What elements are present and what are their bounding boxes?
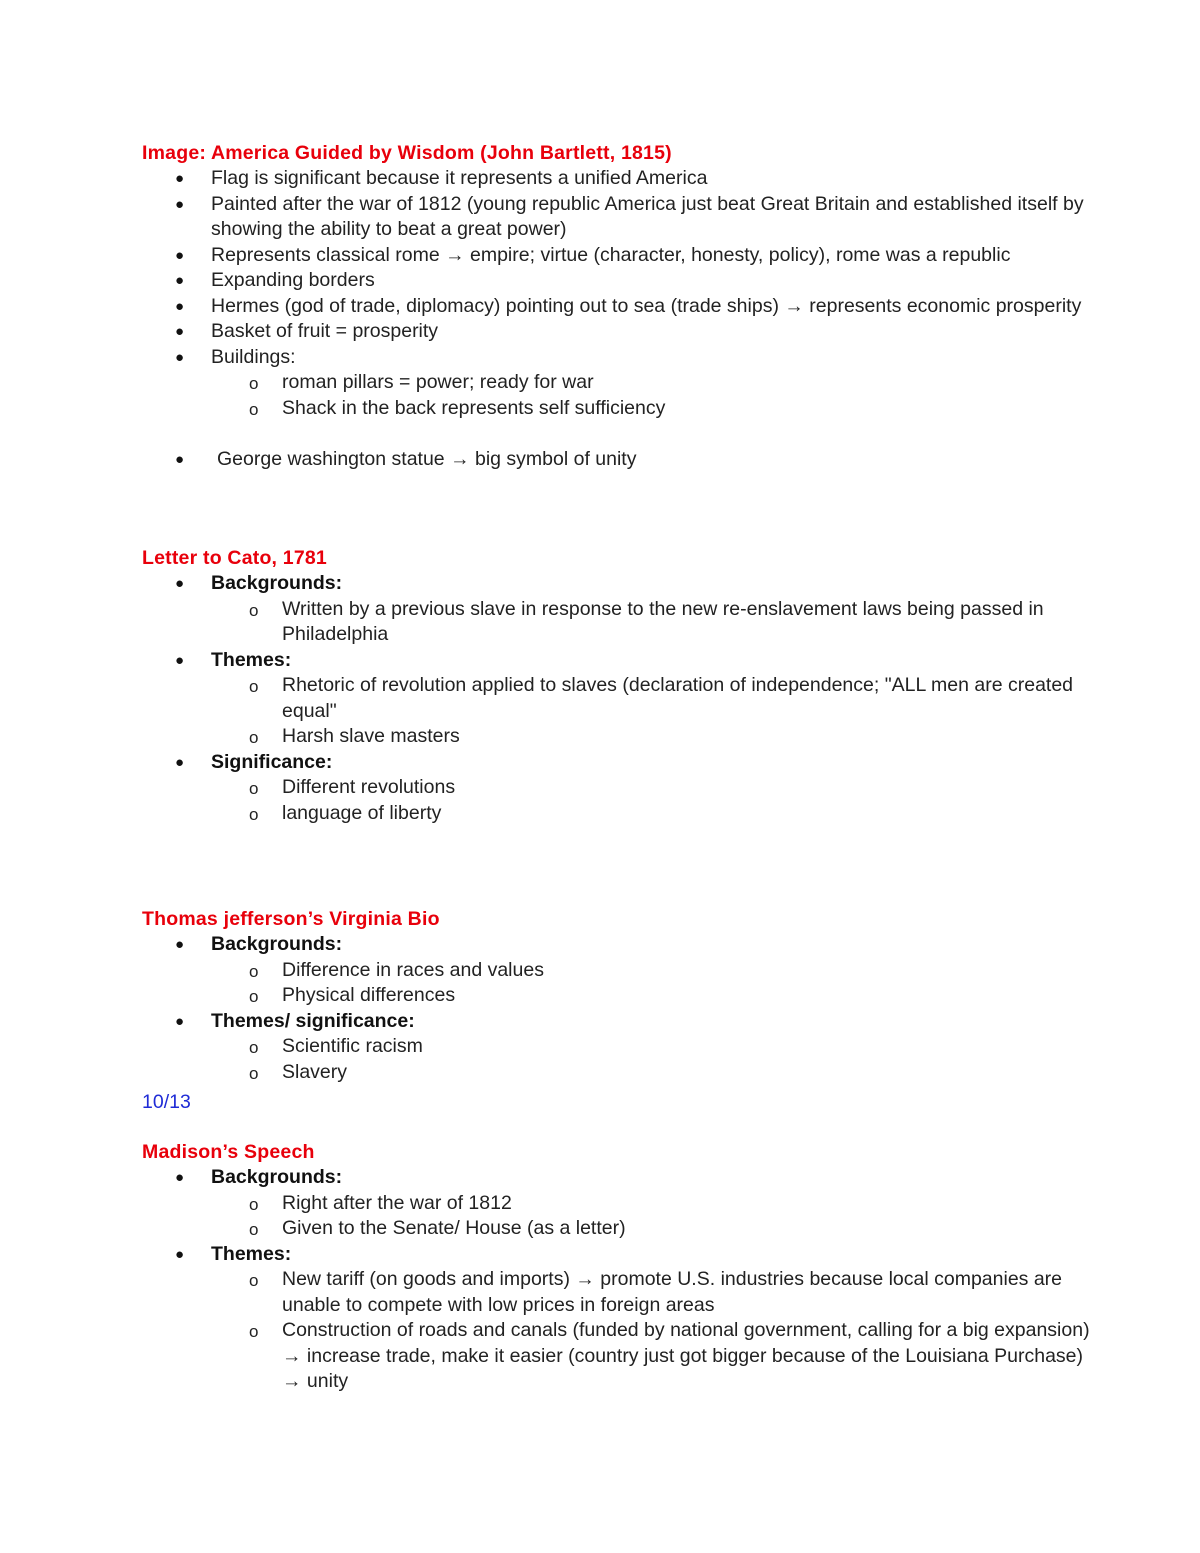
sub-list-item <box>142 724 1102 750</box>
circle-bullet-icon: o <box>249 961 259 981</box>
bullet-icon: ● <box>175 936 185 953</box>
section-heading: Madison’s Speech <box>142 1141 315 1163</box>
bullet-icon: ● <box>175 753 185 771</box>
sub-list-item <box>142 983 1102 1009</box>
section-heading: Letter to Cato, 1781 <box>142 547 327 569</box>
group-label: Backgrounds: <box>211 1166 343 1188</box>
circle-bullet-icon: o <box>249 1063 259 1083</box>
list-item-text: Hermes (god of trade, diplomacy) pointing out to sea (trade ships) → represents economic prosperity <box>211 294 1082 317</box>
group-label: Themes/ significance: <box>211 1009 415 1032</box>
bullet-list <box>142 932 1102 1085</box>
circle-bullet-icon: o <box>249 728 259 747</box>
sub-list-item <box>142 597 1102 648</box>
list-item-text: Represents classical rome → empire; virtue (character, honesty, policy), rome was a republic <box>211 243 1011 266</box>
bullet-list <box>142 166 1102 473</box>
sub-list-item-text: Given to the Senate/ House (as a letter) <box>282 1217 626 1239</box>
list-item <box>142 192 1102 243</box>
list-item <box>142 345 1102 371</box>
sub-list-item-text: Different revolutions <box>282 776 456 798</box>
bullet-icon: ● <box>175 272 185 289</box>
bullet-icon: ● <box>175 1012 185 1030</box>
bullet-icon: ● <box>175 1245 185 1263</box>
bullet-icon: ● <box>175 651 185 669</box>
list-item <box>142 750 1102 776</box>
list-item <box>142 166 1102 192</box>
section-heading: Image: America Guided by Wisdom (John Bartlett, 1815) <box>142 142 672 164</box>
circle-bullet-icon: o <box>249 374 259 393</box>
list-item <box>142 447 1102 473</box>
sub-list-item <box>142 370 1102 396</box>
list-item <box>142 571 1102 597</box>
section-heading: Thomas jefferson’s Virginia Bio <box>142 908 440 930</box>
circle-bullet-icon: o <box>249 1220 259 1239</box>
circle-bullet-icon: o <box>249 399 259 419</box>
group-label: Themes: <box>211 648 292 671</box>
bullet-icon: ● <box>175 297 185 315</box>
group-label: Significance: <box>211 750 333 773</box>
list-item-text: Flag is significant because it represents a unified America <box>211 167 708 189</box>
list-item-text: Basket of fruit = prosperity <box>211 320 439 342</box>
list-item <box>142 294 1102 320</box>
sub-list-item-text: Rhetoric of revolution applied to slaves (declaration of independence; "ALL men are created equal" <box>282 674 1074 722</box>
bullet-icon: ● <box>175 575 185 592</box>
bullet-icon: ● <box>175 323 185 340</box>
sub-list-item <box>142 1191 1102 1217</box>
bullet-icon: ● <box>175 170 185 187</box>
section-america-guided-by-wisdom <box>142 141 1102 473</box>
list-item <box>142 1165 1102 1191</box>
sub-list-item-text: Harsh slave masters <box>282 725 460 747</box>
sub-list-item <box>142 775 1102 801</box>
sub-list-item-text: Slavery <box>282 1060 348 1083</box>
circle-bullet-icon: o <box>249 1322 259 1341</box>
sub-list-item-text: Physical differences <box>282 984 456 1006</box>
bullet-list <box>142 1165 1102 1395</box>
sub-list-item-text: Difference in races and values <box>282 958 544 981</box>
sub-list-item-text: language of liberty <box>282 801 442 824</box>
circle-bullet-icon: o <box>249 1038 259 1057</box>
sub-list-item-text: New tariff (on goods and imports) → promote U.S. industries because local companies are unable to compete with low prices in foreign areas <box>282 1268 1063 1316</box>
sub-list-item <box>142 801 1102 827</box>
list-item <box>142 243 1102 269</box>
sub-list-item <box>142 396 1102 422</box>
list-item <box>142 268 1102 294</box>
date-marker: 10/13 <box>142 1091 191 1113</box>
sub-list-item <box>142 958 1102 984</box>
circle-bullet-icon: o <box>249 600 259 620</box>
bullet-icon: ● <box>175 451 185 468</box>
section-madison-speech <box>142 1140 1102 1395</box>
sub-list-item <box>142 1060 1102 1086</box>
circle-bullet-icon: o <box>249 1194 259 1214</box>
sub-list-item-text: Shack in the back represents self sufficiency <box>282 396 666 419</box>
circle-bullet-icon: o <box>249 987 259 1006</box>
sub-list-item <box>142 1216 1102 1242</box>
list-item-text: Expanding borders <box>211 269 375 291</box>
sub-list-item <box>142 673 1102 724</box>
sub-list-item-text: Written by a previous slave in response to the new re-enslavement laws being passed in Philadelphia <box>282 597 1044 645</box>
list-item-text: Painted after the war of 1812 (young republic America just beat Great Britain and established itself by showing the ability to beat a great power) <box>211 192 1084 240</box>
bullet-icon: ● <box>175 348 185 366</box>
bullet-icon: ● <box>175 195 185 213</box>
circle-bullet-icon: o <box>249 1271 259 1290</box>
group-label: Backgrounds: <box>211 933 343 955</box>
circle-bullet-icon: o <box>249 804 259 824</box>
section-letter-to-cato <box>142 546 1102 826</box>
circle-bullet-icon: o <box>249 779 259 798</box>
list-item-text: Buildings: <box>211 345 296 368</box>
list-item-text: George washington statue → big symbol of unity <box>217 448 637 470</box>
sub-list-item <box>142 1318 1102 1395</box>
sub-list-item-text: Right after the war of 1812 <box>282 1191 512 1214</box>
list-item <box>142 319 1102 345</box>
sub-list-item <box>142 1034 1102 1060</box>
circle-bullet-icon: o <box>249 677 259 696</box>
sub-list-item-text: Scientific racism <box>282 1035 423 1057</box>
section-jefferson-virginia-bio <box>142 907 1102 1085</box>
bullet-icon: ● <box>175 246 185 264</box>
list-item <box>142 1242 1102 1268</box>
group-label: Backgrounds: <box>211 572 343 594</box>
list-item <box>142 1009 1102 1035</box>
group-label: Themes: <box>211 1242 292 1265</box>
bullet-icon: ● <box>175 1169 185 1186</box>
bullet-list <box>142 571 1102 826</box>
list-item <box>142 932 1102 958</box>
sub-list-item <box>142 1267 1102 1318</box>
list-item <box>142 648 1102 674</box>
sub-list-item-text: Construction of roads and canals (funded by national government, calling for a big expansion) → increase trade, make it easier (country just got bigger because of the Louisiana Purchase) → unity <box>282 1319 1090 1392</box>
sub-list-item-text: roman pillars = power; ready for war <box>282 371 594 393</box>
